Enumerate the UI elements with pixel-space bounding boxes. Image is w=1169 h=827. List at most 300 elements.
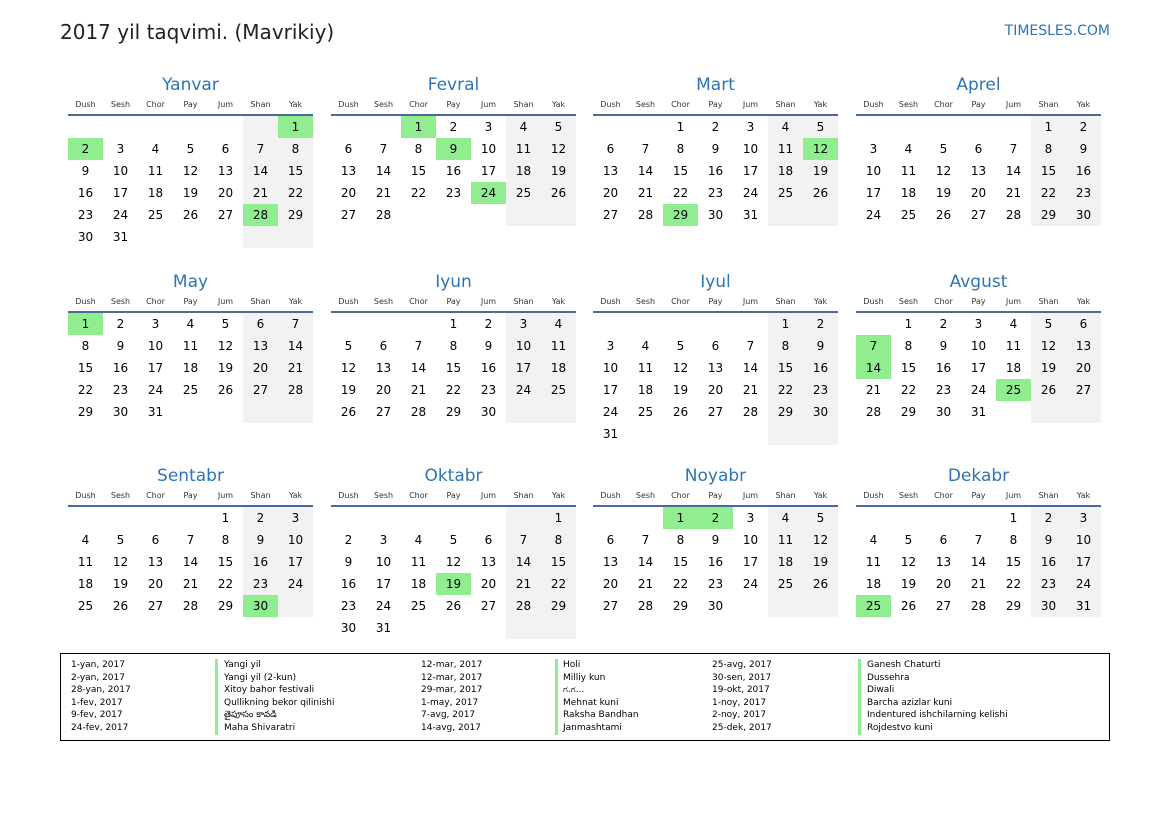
weekday-label: Jum [1005,491,1022,500]
day-cell: 27 [602,599,619,613]
month-name: Noyabr [684,466,747,486]
day-cell: 22 [410,186,427,200]
day-cell: 26 [112,599,129,613]
weekday-label: Shan [250,491,271,500]
day-cell: 17 [602,383,619,397]
day-cell: 5 [803,507,838,529]
day-cell: 2 [1066,116,1101,138]
month-sentabr [68,464,313,617]
day-cell: 12 [1031,335,1066,357]
holiday-name: Raksha Bandhan [563,710,639,721]
weekday-label: Yak [813,491,828,500]
weekday-label: Jum [480,297,497,306]
day-cell: 4 [541,313,576,335]
day-cell: 25 [856,595,891,617]
holiday-date: 12-mar, 2017 [421,672,483,683]
day-cell: 23 [1031,573,1066,595]
day-cell: 17 [112,186,129,200]
day-cell: 24 [278,573,313,595]
day-cell: 19 [935,186,952,200]
empty-cell [278,226,313,248]
weekday-label: Dush [863,297,884,306]
month-name: Dekabr [947,466,1010,486]
holiday-date: 1-fev, 2017 [71,697,123,708]
month-name: May [172,272,209,292]
day-cell: 3 [606,339,615,353]
holiday-date: 14-avg, 2017 [421,722,481,733]
empty-cell [663,313,698,335]
weekday-header [331,98,576,116]
day-cell: 21 [742,383,759,397]
day-cell: 2 [449,120,458,134]
day-cell: 31 [147,405,164,419]
day-cell: 31 [602,427,619,441]
day-cell: 26 [445,599,462,613]
holiday-date: 2-yan, 2017 [71,672,125,683]
day-cell: 11 [182,339,199,353]
day-cell: 15 [1031,160,1066,182]
weekday-label: Jum [217,491,234,500]
day-cell: 18 [865,577,882,591]
day-cell: 14 [410,361,427,375]
day-grid [856,313,1101,423]
month-name: Oktabr [424,466,483,486]
day-cell: 19 [182,186,199,200]
month-name: Fevral [427,75,480,95]
holiday-list [60,653,1110,741]
day-cell: 28 [278,379,313,401]
day-cell: 30 [1066,204,1101,226]
weekday-label: Sesh [635,297,656,306]
day-cell: 19 [900,577,917,591]
day-cell: 7 [506,529,541,551]
day-cell: 23 [1066,182,1101,204]
day-cell: 20 [147,577,164,591]
day-cell: 1 [904,317,913,331]
month-iyun [331,270,576,423]
weekday-header [593,98,838,116]
day-cell: 5 [676,339,685,353]
empty-cell [803,595,838,617]
day-cell: 1 [663,507,698,529]
day-cell: 21 [637,577,654,591]
day-cell: 5 [116,533,125,547]
empty-cell [768,204,803,226]
day-cell: 25 [637,405,654,419]
day-cell: 15 [77,361,94,375]
weekday-label: Chor [934,297,953,306]
weekday-label: Pay [183,297,198,306]
holiday-names-column [224,659,335,735]
weekday-label: Shan [250,297,271,306]
day-cell: 8 [676,533,685,547]
day-cell: 5 [186,142,195,156]
day-cell: 23 [112,383,129,397]
day-cell: 26 [803,573,838,595]
day-cell: 27 [375,405,392,419]
day-cell: 10 [602,361,619,375]
holiday-dates-column [712,659,772,735]
day-cell: 31 [375,621,392,635]
weekday-label: Pay [446,297,461,306]
day-cell: 14 [637,164,654,178]
day-cell: 28 [506,595,541,617]
day-cell: 22 [768,379,803,401]
day-cell: 3 [974,317,983,331]
day-grid [856,116,1101,226]
day-cell: 10 [147,339,164,353]
day-cell: 9 [939,339,948,353]
month-name: Avgust [949,272,1008,292]
day-cell: 2 [1031,507,1066,529]
empty-cell [471,204,506,226]
weekday-label: Pay [708,491,723,500]
month-may [68,270,313,423]
day-cell: 5 [939,142,948,156]
weekday-label: Chor [671,100,690,109]
holiday-date: 28-yan, 2017 [71,685,131,696]
weekday-label: Sesh [898,297,919,306]
weekday-label: Dush [75,297,96,306]
weekday-label: Dush [75,491,96,500]
day-cell: 1 [676,120,685,134]
empty-cell [541,617,576,639]
day-cell: 20 [935,577,952,591]
empty-cell [1066,401,1101,423]
day-grid [593,507,838,617]
day-cell: 2 [803,313,838,335]
day-cell: 18 [1005,361,1022,375]
weekday-header [856,295,1101,313]
weekday-header [331,489,576,507]
day-cell: 2 [243,507,278,529]
day-cell: 24 [602,405,619,419]
holiday-name: Mehnat kuni [563,697,619,708]
holiday-date: 2-noy, 2017 [712,710,767,721]
day-cell: 15 [1005,555,1022,569]
day-cell: 1 [1031,116,1066,138]
day-cell: 3 [746,511,755,525]
day-cell: 5 [449,533,458,547]
day-cell: 13 [602,555,619,569]
day-cell: 4 [904,142,913,156]
empty-cell [628,507,663,529]
day-cell: 28 [1005,208,1022,222]
day-cell: 7 [641,142,650,156]
day-cell: 8 [541,529,576,551]
day-cell: 17 [375,577,392,591]
weekday-label: Yak [551,491,566,500]
month-name: Yanvar [162,75,219,95]
weekday-label: Sesh [635,100,656,109]
day-cell: 27 [217,208,234,222]
weekday-label: Dush [600,297,621,306]
empty-cell [628,313,663,335]
day-cell: 3 [278,507,313,529]
day-cell: 15 [217,555,234,569]
day-cell: 29 [768,401,803,423]
day-cell: 7 [243,138,278,160]
empty-cell [471,617,506,639]
weekday-label: Shan [250,100,271,109]
day-cell: 27 [340,208,357,222]
weekday-label: Dush [75,100,96,109]
empty-cell [331,507,366,529]
day-cell: 31 [742,208,759,222]
day-cell: 1 [68,313,103,335]
day-cell: 15 [410,164,427,178]
day-cell: 6 [221,142,230,156]
day-cell: 4 [81,533,90,547]
empty-cell [628,116,663,138]
empty-cell [593,507,628,529]
day-cell: 17 [480,164,497,178]
day-cell: 22 [278,182,313,204]
empty-cell [401,617,436,639]
day-cell: 1 [1009,511,1018,525]
day-cell: 16 [803,357,838,379]
day-grid [68,116,313,248]
holiday-date: 24-fev, 2017 [71,722,129,733]
weekday-label: Jum [1005,100,1022,109]
day-cell: 28 [637,599,654,613]
holiday-name: Janmashtami [563,722,622,733]
day-cell: 8 [1009,533,1018,547]
day-cell: 20 [602,186,619,200]
holiday-name: తైపూసం కావడి [224,710,277,721]
day-cell: 26 [935,208,952,222]
day-grid [856,507,1101,617]
day-grid [331,116,576,226]
day-cell: 20 [1066,357,1101,379]
month-aprel [856,73,1101,226]
day-cell: 15 [672,164,689,178]
day-cell: 2 [484,317,493,331]
holiday-date: 9-fev, 2017 [71,710,123,721]
day-cell: 30 [480,405,497,419]
day-cell: 5 [344,339,353,353]
weekday-label: Yak [1076,491,1091,500]
day-cell: 31 [970,405,987,419]
weekday-label: Shan [513,100,534,109]
holiday-date: 25-avg, 2017 [712,660,772,670]
month-name: Iyun [435,272,472,292]
day-cell: 27 [707,405,724,419]
day-cell: 21 [865,383,882,397]
day-cell: 6 [151,533,160,547]
day-cell: 2 [116,317,125,331]
day-cell: 9 [116,339,125,353]
weekday-header [856,489,1101,507]
day-cell: 28 [742,405,759,419]
day-cell: 11 [865,555,882,569]
day-cell: 19 [217,361,234,375]
day-cell: 14 [182,555,199,569]
day-cell: 18 [147,186,164,200]
holiday-marker-bar [858,659,861,735]
day-cell: 11 [900,164,917,178]
day-cell: 24 [742,186,759,200]
weekday-label: Chor [146,491,165,500]
day-cell: 6 [606,142,615,156]
day-cell: 21 [1005,186,1022,200]
site-link[interactable]: TIMESLES.COM [1004,23,1110,39]
month-name: Sentabr [157,466,224,486]
day-cell: 24 [506,379,541,401]
empty-cell [68,116,103,138]
weekday-label: Jum [1005,297,1022,306]
day-cell: 15 [768,357,803,379]
day-cell: 15 [541,551,576,573]
weekday-label: Yak [288,100,303,109]
holiday-date: 30-sen, 2017 [712,672,772,683]
empty-cell [856,507,891,529]
holiday-dates-column [71,659,131,735]
day-cell: 28 [637,208,654,222]
day-cell: 8 [676,142,685,156]
day-cell: 23 [707,186,724,200]
day-cell: 26 [1031,379,1066,401]
day-cell: 3 [379,533,388,547]
day-cell: 20 [375,383,392,397]
weekday-header [68,489,313,507]
empty-cell [698,423,733,445]
weekday-label: Sesh [635,491,656,500]
weekday-label: Dush [600,100,621,109]
day-cell: 12 [672,361,689,375]
empty-cell [331,313,366,335]
month-iyul [593,270,838,445]
empty-cell [593,313,628,335]
weekday-label: Chor [146,100,165,109]
empty-cell [366,116,401,138]
day-cell: 21 [182,577,199,591]
day-cell: 11 [768,138,803,160]
weekday-label: Pay [708,100,723,109]
empty-cell [593,116,628,138]
weekday-label: Jum [480,491,497,500]
empty-cell [926,507,961,529]
day-cell: 31 [112,230,129,244]
empty-cell [961,116,996,138]
day-cell: 16 [445,164,462,178]
weekday-label: Pay [971,297,986,306]
day-cell: 17 [742,164,759,178]
weekday-label: Sesh [110,491,131,500]
weekday-label: Chor [409,297,428,306]
month-dekabr [856,464,1101,617]
day-cell: 19 [803,551,838,573]
weekday-label: Chor [409,491,428,500]
day-cell: 13 [1066,335,1101,357]
month-avgust [856,270,1101,423]
day-cell: 5 [1031,313,1066,335]
day-cell: 15 [278,160,313,182]
day-cell: 1 [278,116,313,138]
weekday-label: Pay [971,491,986,500]
weekday-label: Yak [813,100,828,109]
day-cell: 29 [541,595,576,617]
day-cell: 20 [340,186,357,200]
day-cell: 28 [375,208,392,222]
holiday-name: Maha Shivaratri [224,722,296,733]
empty-cell [103,116,138,138]
day-cell: 30 [1031,595,1066,617]
day-cell: 2 [344,533,353,547]
empty-cell [1031,401,1066,423]
month-yanvar [68,73,313,248]
day-cell: 10 [742,142,759,156]
empty-cell [803,423,838,445]
weekday-label: Jum [217,297,234,306]
empty-cell [663,423,698,445]
day-cell: 1 [449,317,458,331]
day-cell: 22 [1031,182,1066,204]
weekday-header [68,295,313,313]
day-cell: 26 [900,599,917,613]
day-cell: 17 [1066,551,1101,573]
day-cell: 18 [637,383,654,397]
day-cell: 13 [935,555,952,569]
day-cell: 3 [506,313,541,335]
day-cell: 1 [401,116,436,138]
day-cell: 7 [641,533,650,547]
day-cell: 30 [803,401,838,423]
holiday-date: 1-noy, 2017 [712,697,767,708]
holiday-name: Barcha azizlar kuni [867,697,953,708]
day-cell: 12 [445,555,462,569]
day-cell: 24 [471,182,506,204]
day-cell: 29 [77,405,94,419]
day-cell: 16 [112,361,129,375]
day-cell: 24 [1066,573,1101,595]
day-cell: 29 [1005,599,1022,613]
day-cell: 14 [637,555,654,569]
day-cell: 23 [707,577,724,591]
day-cell: 26 [803,182,838,204]
day-cell: 4 [869,533,878,547]
day-cell: 6 [379,339,388,353]
day-cell: 25 [768,573,803,595]
day-cell: 9 [711,142,720,156]
empty-cell [278,401,313,423]
empty-cell [436,507,471,529]
day-cell: 28 [410,405,427,419]
weekday-label: Jum [480,100,497,109]
empty-cell [401,313,436,335]
day-cell: 13 [480,555,497,569]
empty-cell [243,401,278,423]
day-cell: 28 [970,599,987,613]
day-cell: 2 [698,507,733,529]
weekday-header [593,295,838,313]
holiday-name: ಗ.ಗ... [563,685,585,696]
holiday-name: Holi [563,660,581,670]
weekday-label: Yak [288,491,303,500]
weekday-label: Pay [708,297,723,306]
day-cell: 4 [641,339,650,353]
day-cell: 18 [410,577,427,591]
empty-cell [856,116,891,138]
day-cell: 29 [900,405,917,419]
empty-cell [278,595,313,617]
holiday-date: 1-yan, 2017 [71,660,125,670]
day-cell: 8 [278,138,313,160]
day-cell: 18 [768,160,803,182]
day-cell: 22 [672,186,689,200]
day-cell: 19 [112,577,129,591]
day-cell: 19 [541,160,576,182]
